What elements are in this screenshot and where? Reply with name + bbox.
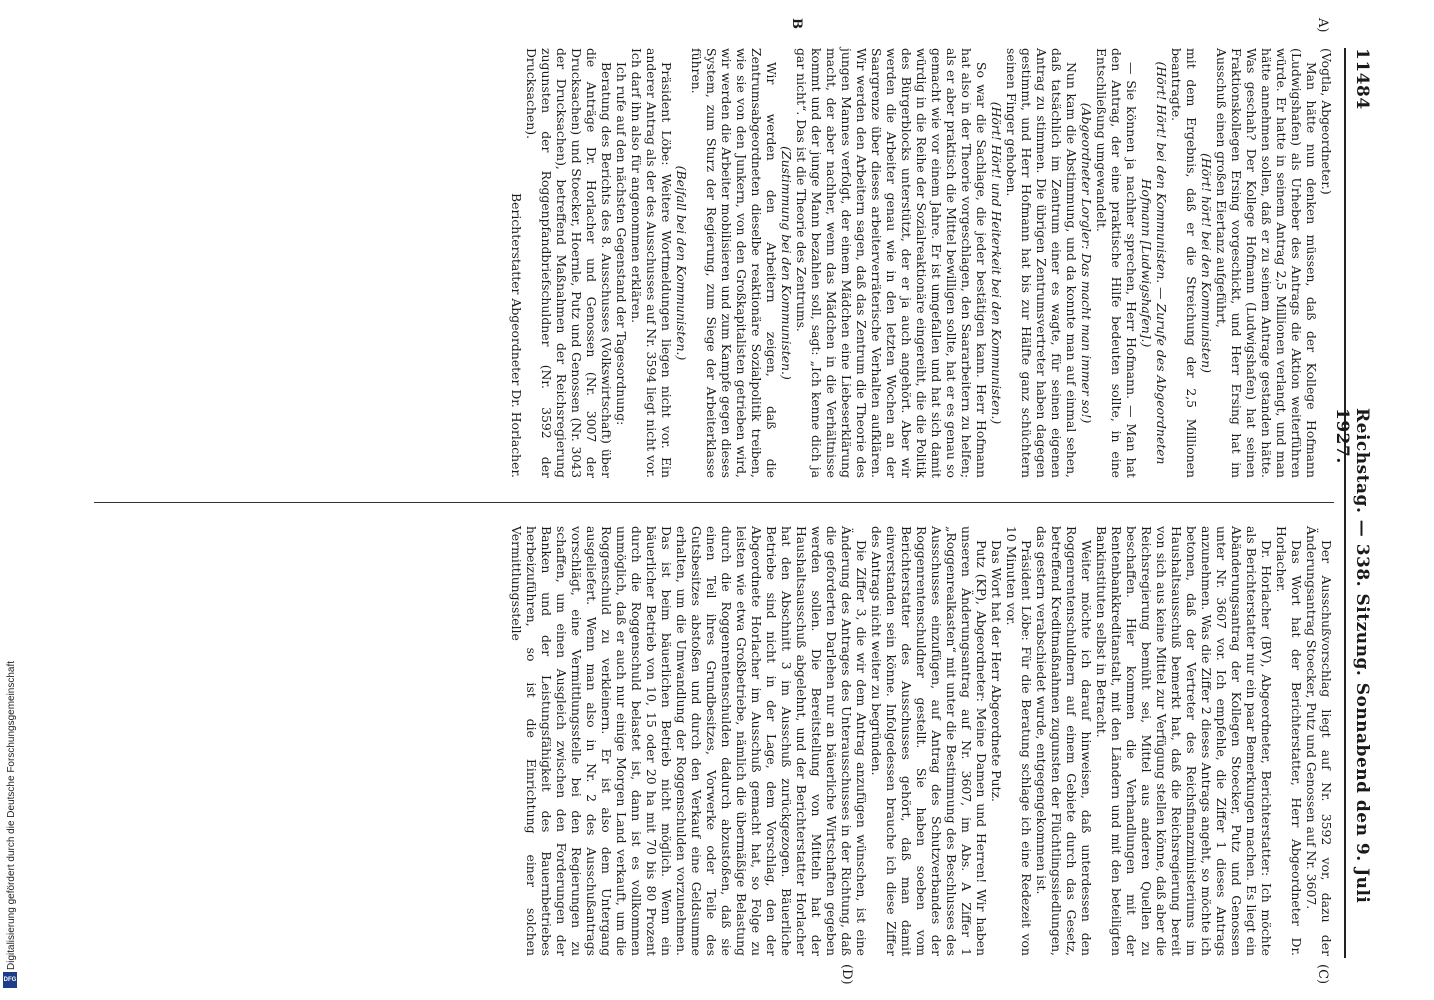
left-column <box>94 48 1334 478</box>
paragraph: Der Ausschußvorschlag liegt auf Nr. 3592 vor, dazu der Änderungsantrag Stoecker, Putz und Genossen auf Nr. 3607. <box>1304 526 1334 956</box>
paragraph: Wir werden den Arbeitern zeigen, daß die Zentrumsabgeordneten dieselbe reaktionäre Sozialpolitik treiben, wie sie von den Junkern, von den Großkapitalisten getrieben wird, wir werden die Arbeiter mobilisieren und zum Kampfe gegen dieses System, zum Sturz der Regierung, zum Siege der Arbeiterklasse führen. <box>689 48 779 478</box>
margin-mark-d: (D) <box>839 964 854 985</box>
page-number: 11484 <box>1352 48 1372 110</box>
page-body <box>74 18 1374 985</box>
paragraph: So war die Sachlage, die jeder bestätigen kann. Herr Hofmann hat also in der Theorie vorgeschlagen, den Saararbeitern zu helfen; als er aber praktisch die Mittel bewilligen sollte, hat er es genau so gemacht wie vor einem Jahre. Er ist umgefallen und hat sich damit würdig in die Reihe der Sozialreaktionäre eingereiht, die die Politik des Bürgerblocks unterstützt, der er ja auch angehört. Aber wir werden die Arbeiter genau wie in den letzten Wochen an der Saargrenze über dieses arbeiterverräterische Verhalten aufklären. Wir werden den Arbeitern sagen, daß das Zentrum die Theorie des jungen Mannes verfolgt, der einem Mädchen eine Liebeserklärung macht, der aber nachher, wenn das Mädchen in die Verhältnisse kommt und der junge Mann bezahlen soll, sagt: „Ich kenne dich ja gar nicht“. Das ist die Theorie des Zentrums. <box>794 48 989 478</box>
paragraph: Ich rufe auf den nächsten Gegenstand der Tagesordnung: <box>614 62 629 426</box>
column-divider <box>94 502 1334 503</box>
margin-mark-a: A) <box>1315 18 1330 33</box>
agenda-item: Beratung des Berichts des 8. Ausschusses (Volkswirtschaft) über die Anträge Dr. Horlacher und Genossen (Nr. 3007 der Drucksachen) und Stoecker, Hoernle, Putz und Genossen (Nr. 3043 der Drucksachen), betreffend Maßnahmen der Reichsregierung zugunsten der Roggenpfandbriefschuldner (Nr. 3592 der Drucksachen). <box>524 48 614 478</box>
dfg-logo: DFG <box>3 972 17 988</box>
paragraph: Das Wort hat der Herr Abgeordnete Putz. <box>989 540 1004 802</box>
interjection: (Beifall bei den Kommunisten.) <box>674 165 689 361</box>
paragraph: Präsident Löbe: Für die Beratung schlage ich eine Redezeit von 10 Minuten vor. <box>1004 526 1034 956</box>
paragraph: — Sie können ja nachher sprechen, Herr Hofmann. — Man hat den Antrag, der eine praktische Hilfe bedeuten sollte, in eine Entschließung umgewandelt. <box>1094 48 1139 478</box>
interjection: (Hört! hört! bei den Kommunisten) <box>1199 153 1214 373</box>
digitization-credit <box>0 0 22 1000</box>
right-column <box>94 526 1334 956</box>
paragraph: Das Wort hat der Berichterstatter, Herr Abgeordneter Dr. Horlacher. <box>1274 526 1304 956</box>
credit-text: Digitalisierung gefördert durch die Deutsche Forschungsgemeinschaft <box>6 660 17 970</box>
paragraph: Die Ziffer 3, die wir dem Antrag anzufügen wünschen, ist eine Änderung des Antrages des Unterausschusses in der Richtung, daß die geforderten Darlehen nur an bäuerliche Wirtschaften gegeben werden sollen. Die Bereitstellung von Mitteln hat der Haushaltsausschuß abgelehnt, und der Berichterstatter Horlacher hat den Abschnitt 3 im Ausschuß zurückgezogen. Bäuerliche Betriebe sind nicht in der Lage, dem Vorschlag, den der Abgeordnete Horlacher im Ausschuß gemacht hat, so Folge zu leisten wie etwa Großbetriebe, nämlich die übermäßige Belastung durch die Roggenrentenschulden dadurch abzustoßen, daß sie einen Teil ihres Grundbesitzes, Vorwerke oder Teile des Gutsbesitzes abstoßen und durch den Verkauf eine Geldsumme erhalten, um die Umwandlung der Roggenschulden vorzunehmen. Das ist beim bäuerlichen Betrieb nicht möglich. Wenn ein bäuerlicher Betrieb von 10, 15 oder 20 ha mit 70 bis 80 Prozent durch die Roggenschuld belastet ist, dann ist es vollkommen unmöglich, daß er auch nur einige Morgen Land verkauft, um die Roggenschuld zu verkleinern. Er ist also dem Untergang ausgeliefert. Wenn man also in Nr. 2 des Ausschußantrags vorschlägt, eine Vermittlungsstelle bei den Regierungen zu schaffen, um einen Ausgleich zwischen den Forderungen der Banken und der Leistungsfähigkeit des Bauernbetriebes herbeizuführen, so ist die Einrichtung einer solchen Vermittlungsstelle <box>509 526 869 956</box>
paragraph: Nun kam die Abstimmung, und da konnte man auf einmal sehen, daß tatsächlich im Zentrum einer es wagte, für seinen eigenen Antrag zu stimmen. Die übrigen Zentrumsvertreter haben dagegen gestimmt, und Herr Hofmann hat bis zur Hälfte ganz schüchtern seinen Finger gehoben. <box>1004 48 1079 478</box>
speaker-continuation: (Vogtla, Abgeordneter.) <box>1319 48 1334 195</box>
paragraph: Präsident Löbe: Weitere Wortmeldungen liegen nicht vor. Ein anderer Antrag als der des Ausschusses auf Nr. 3594 liegt nicht vor. Ich darf ihn also für angenommen erklären. <box>629 48 674 478</box>
paragraph: Berichterstatter Abgeordneter Dr. Horlacher. <box>509 193 524 478</box>
margin-mark-c: (C) <box>1315 964 1330 985</box>
margin-mark-b: B <box>789 18 804 29</box>
page-header <box>1332 48 1374 958</box>
interjection: (Hört! Hört! bei den Kommunisten. — Zurufe des Abgeordneten Hofmann [Ludwigshafen].) <box>1139 61 1169 465</box>
paragraph: mit dem Ergebnis, daß er die Streichung der 2,5 Millionen beantragte. <box>1169 48 1199 478</box>
interjection: (Hört! Hört! und Heiterkeit bei den Kommunisten.) <box>989 101 1004 425</box>
interjection: (Abgeordneter Lorgler: Das macht man immer so!) <box>1079 102 1094 424</box>
paragraph: Man hätte nun denken müssen, daß der Kollege Hofmann (Ludwigshafen) als Urheber des Antrags die Aktion weiterführen würde. Er hatte in seinem Antrag 2,5 Millionen verlangt, und man hätte annehmen sollen, daß er zu seinem Antrage gestanden hätte. Was geschah? Der Kollege Hofmann (Ludwigshafen) hat seinen Fraktionskollegen Ersing vorgeschickt, und Herr Ersing hat im Ausschuß einen großen Eiertanz aufgeführt, <box>1214 48 1319 478</box>
paragraph: Weiter möchte ich darauf hinweisen, daß unterdessen den Roggenrentenschuldnern auf einem Gebiete durch das Gesetz, betreffend Kreditmaßnahmen zugunsten der Flüchtlingssiedlungen, das gestern verabschiedet wurde, entgegengekommen ist. <box>1034 526 1094 956</box>
interjection: (Zustimmung bei den Kommunisten.) <box>779 146 794 380</box>
paragraph: Dr. Horlacher (BV), Abgeordneter, Berichterstatter: Ich möchte als Berichterstatter nur ein paar Bemerkungen machen. Es liegt ein Abänderungsantrag der Kollegen Stoecker, Putz und Genossen unter Nr. 3607 vor. Ich empfehle, die Ziffer 1 dieses Antrags anzunehmen. Was die Ziffer 2 dieses Antrags angeht, so möchte ich betonen, daß der Vertreter des Reichsfinanzministeriums im Haushaltsausschuß bemerkt hat, daß die Reichsregierung bereit von sich aus keine Mittel zur Verfügung stellen könne, daß aber die Reichsregierung bemüht sei, Mittel aus anderen Quellen zu beschaffen. Hier kommen die Verhandlungen mit der Rentenbankkreditanstalt, mit den Ländern und mit den beteiligten Bankinstituten selbst in Betracht. <box>1094 526 1274 956</box>
paragraph: Putz (KP), Abgeordneter: Meine Damen und Herren! Wir haben unseren Änderungsantrag auf Nr. 3607, im Abs. A Ziffer 1 „Roggenrealkasten“ mit unter die Bestimmung des Beschlusses des Ausschusses einzufügen, auf Antrag des Schutzverbandes der Roggenrentenschuldner gestellt. Sie haben soeben vom Berichterstatter des Ausschusses gehört, daß man damit einverstanden sein könne. Infolgedessen brauche ich diese Ziffer des Antrags nicht weiter zu begründen. <box>869 526 989 956</box>
page-title: Reichstag. — 338. Sitzung. Sonnabend den 9. Juli 1927. <box>1332 408 1372 904</box>
